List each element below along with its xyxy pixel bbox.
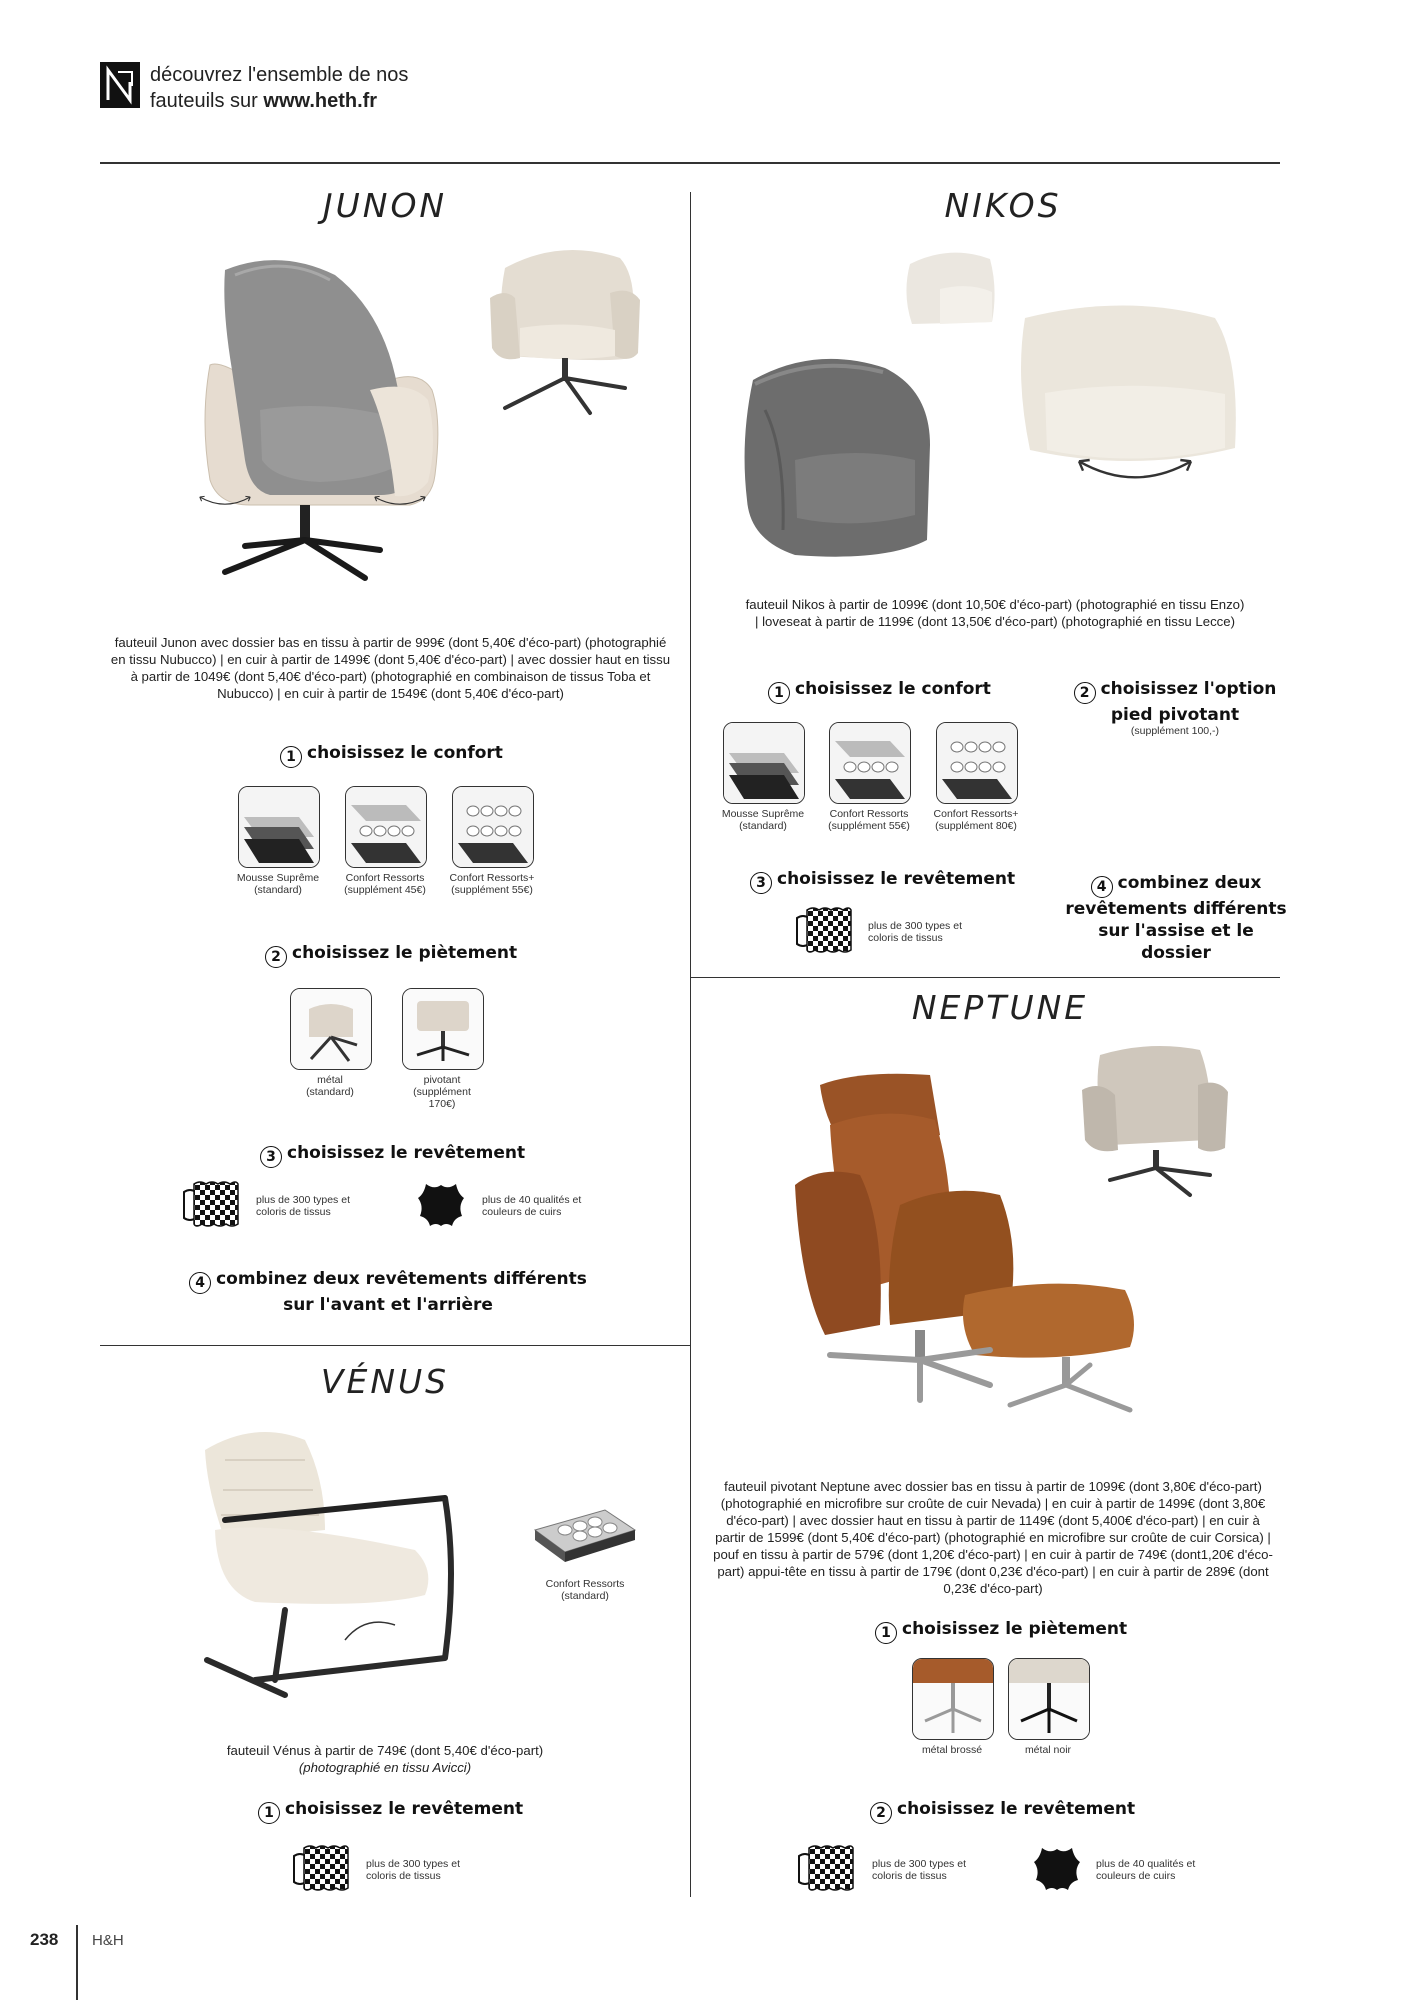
page-number: 238 [30,1930,59,1949]
nikos-confort-label-2: Confort Ressorts (supplément 55€) [828,808,910,832]
nikos-confort-option-ressorts[interactable] [829,722,911,804]
brushed-metal-base-icon [913,1659,993,1739]
venus-fabric-note: plus de 300 types et coloris de tissus [366,1858,460,1882]
junon-leather-note: plus de 40 qualités et couleurs de cuirs [482,1194,582,1218]
junon-high-back-chair-image [170,250,460,585]
junon-confort-option-ressorts[interactable] [345,786,427,868]
metal-base-chair-icon [291,989,371,1069]
neptune-pietement-label-1: métal brossé [921,1744,983,1756]
header-text [150,62,408,114]
springs-plus-icon [937,723,1017,803]
venus-confort-label: Confort Ressorts (standard) [545,1578,625,1602]
junon-pietement-label-2: pivotant (supplément 170€) [413,1074,471,1110]
springs-icon [830,723,910,803]
fabric-swatch-icon [180,1180,240,1230]
junon-pietement-option-pivotant[interactable] [402,988,484,1070]
neptune-description: fauteuil pivotant Neptune avec dossier bas en tissu à partir de 1099€ (dont 3,80€ d'éco-part) (photographié en microfibre sur croûte de cuir Nevada) | en cuir à partir de 1499€ (dont 3,80€ d'éco-part) | avec dossier haut en tissu à partir de 1149€ (dont 5,400€ d'éco-part) | en cuir à partir de 1599€ (dont 5,40€ d'éco-part) (photographié en microfibre sur croûte de cuir Corsica) | pouf en tissu à partir de 579€ (dont 1,20€ d'éco-part) | en cuir à partir de 749€ (dont1,20€ d'éco-part) appui-tête en tissu à partir de 179€ (dont 0,23€ d'éco-part) | en cuir à partir de 289€ (dont 0,23€ d'éco-part) [713,1479,1273,1596]
junon-confort-option-mousse[interactable] [238,786,320,868]
website-link[interactable]: www.heth.fr [263,90,378,112]
junon-step4-heading: 4 combinez deux revêtements différents sur l'avant et l'arrière [178,1268,598,1316]
junon-confort-label-3: Confort Ressorts+ (supplément 55€) [449,872,535,896]
nikos-loveseat-cream-image [985,298,1285,493]
nikos-step1-heading: 1 choisissez le confort [768,678,991,704]
venus-step1-heading: 1 choisissez le revêtement [258,1798,523,1824]
foam-layers-icon [239,787,319,867]
header-line1: découvrez l'ensemble de nos [150,64,409,86]
center-vertical-rule [690,192,691,1897]
footer-brand: H&H [92,1932,124,1949]
footer-vertical-rule [76,1925,78,2000]
springs-icon [346,787,426,867]
black-metal-base-icon [1009,1659,1089,1739]
junon-venus-rule [100,1345,690,1346]
nikos-confort-option-ressorts-plus[interactable] [936,722,1018,804]
nikos-step2-heading: 2 choisissez l'option pied pivotant [1070,678,1280,726]
leather-hide-icon [1032,1844,1082,1894]
nikos-step2-note: (supplément 100,-) [1130,725,1220,737]
junon-fabric-note: plus de 300 types et coloris de tissus [256,1194,350,1218]
heth-logo-icon [100,62,140,108]
venus-description: fauteuil Vénus à partir de 749€ (dont 5,40€ d'éco-part) (photographié en tissu Avicci) [226,1743,544,1775]
nikos-step3-heading: 3 choisissez le revêtement [750,868,1015,894]
junon-title: JUNON [322,186,448,225]
nikos-fabric-note: plus de 300 types et coloris de tissus [868,920,962,944]
step-number: 1 [280,746,302,768]
step-label: choisissez le confort [307,743,503,763]
neptune-step2-heading: 2 choisissez le revêtement [870,1798,1135,1824]
junon-step2-heading: 2 choisissez le piètement [265,942,517,968]
top-rule [100,162,1280,164]
venus-chair-image [195,1420,475,1705]
leather-hide-icon [416,1180,466,1230]
neptune-low-back-chair-image [1080,1040,1230,1200]
fabric-swatch-icon [795,1844,855,1894]
neptune-step1-heading: 1 choisissez le piètement [875,1618,1127,1644]
venus-title: VÉNUS [320,1362,450,1401]
nikos-confort-label-1: Mousse Suprême (standard) [721,808,805,832]
junon-low-back-chair-image [480,238,650,418]
venus-confort-ressorts-image [530,1500,640,1575]
header-line2-prefix: fauteuils sur [150,90,264,112]
junon-step3-heading: 3 choisissez le revêtement [260,1142,525,1168]
junon-confort-label-2: Confort Ressorts (supplément 45€) [344,872,426,896]
nikos-confort-label-3: Confort Ressorts+ (supplément 80€) [933,808,1019,832]
fabric-swatch-icon [290,1844,350,1894]
junon-step1-heading [280,742,503,768]
springs-plus-icon [453,787,533,867]
nikos-title: NIKOS [944,186,1062,225]
neptune-leather-note: plus de 40 qualités et couleurs de cuirs [1096,1858,1196,1882]
junon-confort-label-1: Mousse Suprême (standard) [236,872,320,896]
nikos-armchair-grey-image [735,350,945,565]
neptune-title: NEPTUNE [911,988,1089,1027]
neptune-pietement-label-2: métal noir [1024,1744,1072,1756]
neptune-pietement-option-metal-noir[interactable] [1008,1658,1090,1740]
swivel-base-chair-icon [403,989,483,1069]
foam-layers-icon [724,723,804,803]
neptune-fabric-note: plus de 300 types et coloris de tissus [872,1858,966,1882]
junon-confort-option-ressorts-plus[interactable] [452,786,534,868]
nikos-step4-heading: 4 combinez deux revêtements différents sur l'assise et le dossier [1065,873,1287,963]
nikos-description: fauteuil Nikos à partir de 1099€ (dont 10,50€ d'éco-part) (photographié en tissu Enzo) | loveseat à partir de 1199€ (dont 13,50€ d'éco-part) (photographié en tissu Lecce) [745,597,1245,629]
nikos-confort-option-mousse[interactable] [723,722,805,804]
neptune-pietement-option-metal-brosse[interactable] [912,1658,994,1740]
fabric-swatch-icon [793,906,853,956]
nikos-neptune-rule [690,977,1280,978]
junon-pietement-label-1: métal (standard) [306,1074,354,1098]
junon-description: fauteuil Junon avec dossier bas en tissu à partir de 999€ (dont 5,40€ d'éco-part) (photographié en tissu Nubucco) | en cuir à partir de 1499€ (dont 5,40€ d'éco-part) | avec dossier haut en tissu à partir de 1049€ (dont 5,40€ d'éco-part) (photographié en combinaison de tissus Toba et Nubucco) | en cuir à partir de 1549€ (dont 5,40€ d'éco-part) [110,635,671,701]
junon-pietement-option-metal[interactable] [290,988,372,1070]
